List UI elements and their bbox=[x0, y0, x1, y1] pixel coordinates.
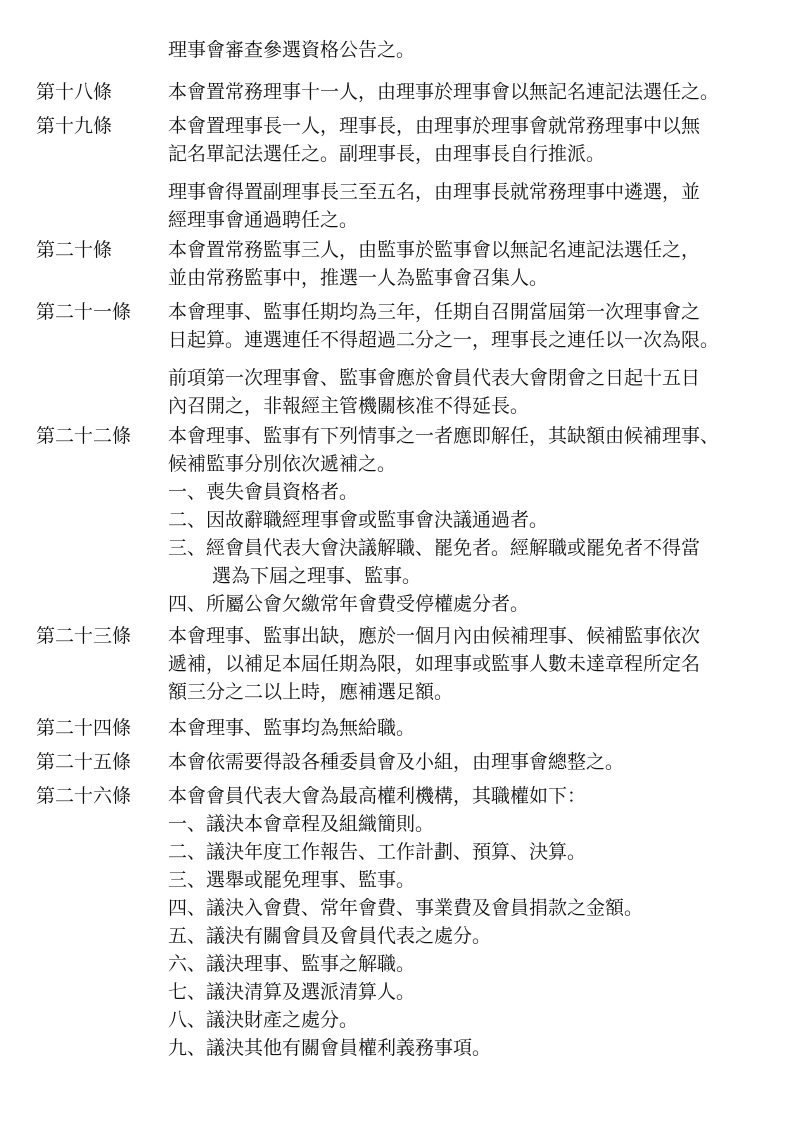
article-text-line: 經理事會通過聘任之。 bbox=[168, 209, 359, 231]
article-text-line: 記名單記法選任之。副理事長，由理事長自行推派。 bbox=[168, 143, 606, 165]
article-text-line: 理事會得置副理事長三至五名，由理事長就常務理事中遴選，並 bbox=[168, 181, 701, 203]
article-text-line: 本會理事、監事均為無給職。 bbox=[168, 717, 416, 739]
article-text-line: 本會理事、監事任期均為三年，任期自召開當屆第一次理事會之 bbox=[168, 301, 701, 323]
article-number: 第十九條 bbox=[36, 115, 113, 137]
article-number: 第二十一條 bbox=[36, 301, 132, 323]
article-body bbox=[168, 782, 768, 1062]
article-number: 第二十四條 bbox=[36, 717, 132, 739]
article-body bbox=[168, 422, 768, 618]
article-text-line: 內召開之，非報經主管機關核准不得延長。 bbox=[168, 395, 530, 417]
article-text-line: 本會置常務監事三人，由監事於監事會以無記名連記法選任之， bbox=[168, 239, 701, 261]
list-item: 四、所屬公會欠繳常年會費受停權處分者。 bbox=[168, 593, 530, 615]
article-text-line: 並由常務監事中，推選一人為監事會召集人。 bbox=[168, 267, 549, 289]
article-body bbox=[168, 112, 768, 234]
list-item: 三、經會員代表大會決議解職、罷免者。經解職或罷免者不得當 bbox=[168, 537, 701, 559]
article-text-line: 日起算。連選連任不得超過二分之一，理事長之連任以一次為限。 bbox=[168, 329, 720, 351]
article-number: 第二十條 bbox=[36, 239, 113, 261]
article-text-line: 本會置理事長一人，理事長，由理事於理事會就常務理事中以無 bbox=[168, 115, 701, 137]
article-text-line: 本會會員代表大會為最高權利機構，其職權如下： bbox=[168, 785, 587, 807]
article-number: 第二十五條 bbox=[36, 751, 132, 773]
list-item: 一、議決本會章程及組織簡則。 bbox=[168, 813, 435, 835]
article-text-line: 前項第一次理事會、監事會應於會員代表大會閉會之日起十五日 bbox=[168, 367, 701, 389]
article-number: 第二十二條 bbox=[36, 425, 132, 447]
article-body bbox=[168, 622, 768, 706]
article-text-line: 本會理事、監事有下列情事之一者應即解任，其缺額由候補理事、 bbox=[168, 425, 720, 447]
list-item: 三、選舉或罷免理事、監事。 bbox=[168, 869, 416, 891]
list-item: 九、議決其他有關會員權利義務事項。 bbox=[168, 1037, 492, 1059]
list-item: 四、議決入會費、常年會費、事業費及會員捐款之金額。 bbox=[168, 897, 644, 919]
list-item: 六、議決理事、監事之解職。 bbox=[168, 953, 416, 975]
list-item: 五、議決有關會員及會員代表之處分。 bbox=[168, 925, 492, 947]
article-text-line: 本會理事、監事出缺，應於一個月內由候補理事、候補監事依次 bbox=[168, 625, 701, 647]
article-text-line: 候補監事分別依次遞補之。 bbox=[168, 453, 397, 475]
article-body bbox=[168, 78, 768, 106]
article-text-line: 本會依需要得設各種委員會及小組，由理事會總整之。 bbox=[168, 751, 625, 773]
article-body bbox=[168, 298, 768, 420]
article-text-line: 本會置常務理事十一人，由理事於理事會以無記名連記法選任之。 bbox=[168, 81, 720, 103]
article-body bbox=[168, 236, 768, 292]
article-text-line: 額三分之二以上時，應補選足額。 bbox=[168, 681, 454, 703]
article-number: 第二十六條 bbox=[36, 785, 132, 807]
article-number: 第十八條 bbox=[36, 81, 113, 103]
list-item: 二、因故辭職經理事會或監事會決議通過者。 bbox=[168, 509, 549, 531]
list-item: 二、議決年度工作報告、工作計劃、預算、決算。 bbox=[168, 841, 587, 863]
article-body bbox=[168, 748, 768, 776]
article-text-line: 遞補，以補足本屆任期為限，如理事或監事人數未達章程所定名 bbox=[168, 653, 701, 675]
article-number: 第二十三條 bbox=[36, 625, 132, 647]
article-body bbox=[168, 714, 768, 742]
intro-line: 理事會審查參選資格公告之。 bbox=[168, 39, 416, 61]
list-item: 八、議決財產之處分。 bbox=[168, 1009, 359, 1031]
list-item: 七、議決清算及選派清算人。 bbox=[168, 981, 416, 1003]
list-item: 一、喪失會員資格者。 bbox=[168, 481, 359, 503]
list-item-continuation: 選為下屆之理事、監事。 bbox=[212, 565, 422, 587]
